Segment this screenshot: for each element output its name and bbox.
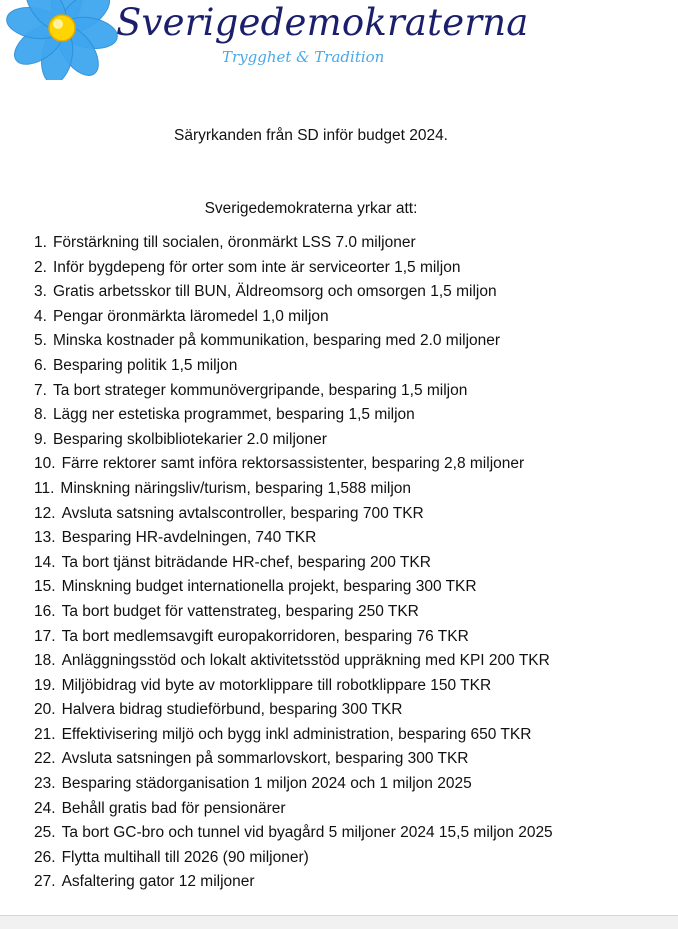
list-item	[34, 479, 553, 504]
list-item	[34, 651, 553, 676]
list-item-text: Besparing politik 1,5 miljon	[52, 356, 238, 374]
list-item-text: Gratis arbetsskor till BUN, Äldreomsorg och omsorgen 1,5 miljon	[52, 283, 497, 301]
list-item	[34, 258, 553, 283]
list-item	[34, 233, 553, 258]
list-item	[34, 577, 553, 602]
list-item-number: 6.	[34, 356, 47, 374]
list-item-number: 7.	[34, 381, 47, 399]
document-title: Säryrkanden från SD inför budget 2024.	[173, 127, 448, 144]
list-item-text: Anläggningsstöd och lokalt aktivitetsstöd uppräkning med KPI 200 TKR	[61, 652, 550, 670]
logo-tagline: Trygghet & Tradition	[222, 48, 385, 66]
list-item	[34, 627, 553, 652]
list-item-number: 13.	[34, 529, 56, 547]
list-item-number: 15.	[34, 578, 56, 596]
list-item-number: 25.	[34, 824, 56, 842]
list-item-number: 9.	[34, 430, 47, 448]
logo-wordmark: Sverigedemokraterna	[116, 1, 529, 44]
list-item-number: 14.	[34, 553, 56, 571]
list-item-text: Färre rektorer samt införa rektorsassistenter, besparing 2,8 miljoner	[61, 455, 525, 473]
list-item	[34, 823, 553, 848]
list-item	[34, 454, 553, 479]
list-item	[34, 381, 553, 406]
list-item-number: 20.	[34, 701, 56, 719]
list-item-number: 10.	[34, 455, 56, 473]
list-item-number: 24.	[34, 799, 56, 817]
list-item	[34, 725, 553, 750]
list-item-number: 3.	[34, 283, 47, 301]
list-item-number: 23.	[34, 775, 56, 793]
list-item	[34, 553, 553, 578]
list-item-number: 1.	[34, 234, 47, 251]
list-item	[34, 774, 553, 799]
list-item	[34, 602, 553, 627]
list-item	[34, 799, 553, 824]
list-item-text: Besparing HR-avdelningen, 740 TKR	[61, 529, 317, 547]
list-item-text: Minskning näringsliv/turism, besparing 1,588 miljon	[60, 479, 412, 497]
list-item	[34, 676, 553, 701]
list-item-number: 18.	[34, 652, 56, 670]
flower-center-highlight	[53, 19, 63, 29]
list-item-text: Miljöbidrag vid byte av motorklippare till robotklippare 150 TKR	[61, 676, 492, 694]
list-item-number: 2.	[34, 258, 47, 276]
list-item-text: Effektivisering miljö och bygg inkl administration, besparing 650 TKR	[61, 725, 532, 743]
list-item-text: Pengar öronmärkta läromedel 1,0 miljon	[52, 307, 329, 325]
list-item-text: Inför bygdepeng för orter som inte är serviceorter 1,5 miljon	[52, 258, 461, 276]
list-item-number: 27.	[34, 873, 56, 891]
list-item-text: Behåll gratis bad för pensionärer	[61, 799, 286, 817]
list-item-number: 26.	[34, 848, 56, 866]
list-item	[34, 282, 553, 307]
list-item-number: 12.	[34, 504, 56, 522]
list-item-text: Besparing städorganisation 1 miljon 2024 och 1 miljon 2025	[61, 775, 472, 793]
list-item-text: Besparing skolbibliotekarier 2.0 miljoner	[52, 430, 327, 448]
list-item	[34, 405, 553, 430]
list-item-number: 5.	[34, 332, 47, 350]
list-item	[34, 430, 553, 455]
list-item-text: Minskning budget internationella projekt, besparing 300 TKR	[61, 578, 477, 596]
window-bottom-edge	[0, 915, 678, 929]
list-item-text: Ta bort strateger kommunövergripande, besparing 1,5 miljon	[52, 381, 468, 399]
blue-anemone-flower-icon	[4, 0, 124, 80]
document-intro: Sverigedemokraterna yrkar att:	[204, 200, 418, 217]
list-item-text: Minska kostnader på kommunikation, besparing med 2.0 miljoner	[52, 332, 501, 350]
list-item	[34, 504, 553, 529]
list-item	[34, 872, 553, 897]
list-item-text: Asfaltering gator 12 miljoner	[61, 873, 255, 891]
list-item	[34, 700, 553, 725]
list-item-text: Halvera bidrag studieförbund, besparing 300 TKR	[61, 701, 403, 719]
list-item-number: 11.	[34, 479, 55, 497]
list-item-number: 21.	[34, 725, 56, 743]
list-item	[34, 749, 553, 774]
list-item-text: Avsluta satsning avtalscontroller, besparing 700 TKR	[61, 504, 424, 522]
list-item-number: 22.	[34, 750, 56, 768]
list-item-text: Ta bort budget för vattenstrateg, besparing 250 TKR	[61, 602, 419, 620]
demand-list	[34, 233, 553, 897]
list-item-text: Avsluta satsningen på sommarlovskort, besparing 300 TKR	[61, 750, 469, 768]
list-item	[34, 307, 553, 332]
list-item-number: 8.	[34, 406, 47, 424]
list-item-text: Ta bort medlemsavgift europakorridoren, besparing 76 TKR	[61, 627, 469, 645]
list-item-number: 19.	[34, 676, 56, 694]
party-logo	[0, 0, 529, 80]
list-item-text: Ta bort tjänst biträdande HR-chef, besparing 200 TKR	[61, 553, 431, 571]
list-item-text: Lägg ner estetiska programmet, besparing 1,5 miljon	[52, 406, 415, 424]
list-item-text: Flytta multihall till 2026 (90 miljoner)	[61, 848, 309, 866]
list-item	[34, 528, 553, 553]
list-item-text: Förstärkning till socialen, öronmärkt LSS 7.0 miljoner	[52, 234, 416, 251]
list-item	[34, 848, 553, 873]
list-item-number: 16.	[34, 602, 56, 620]
flower-center	[49, 15, 75, 41]
list-item	[34, 356, 553, 381]
list-item-number: 4.	[34, 307, 47, 325]
list-item-number: 17.	[34, 627, 56, 645]
list-item	[34, 331, 553, 356]
list-item-text: Ta bort GC-bro och tunnel vid byagård 5 miljoner 2024 15,5 miljon 2025	[61, 824, 553, 842]
